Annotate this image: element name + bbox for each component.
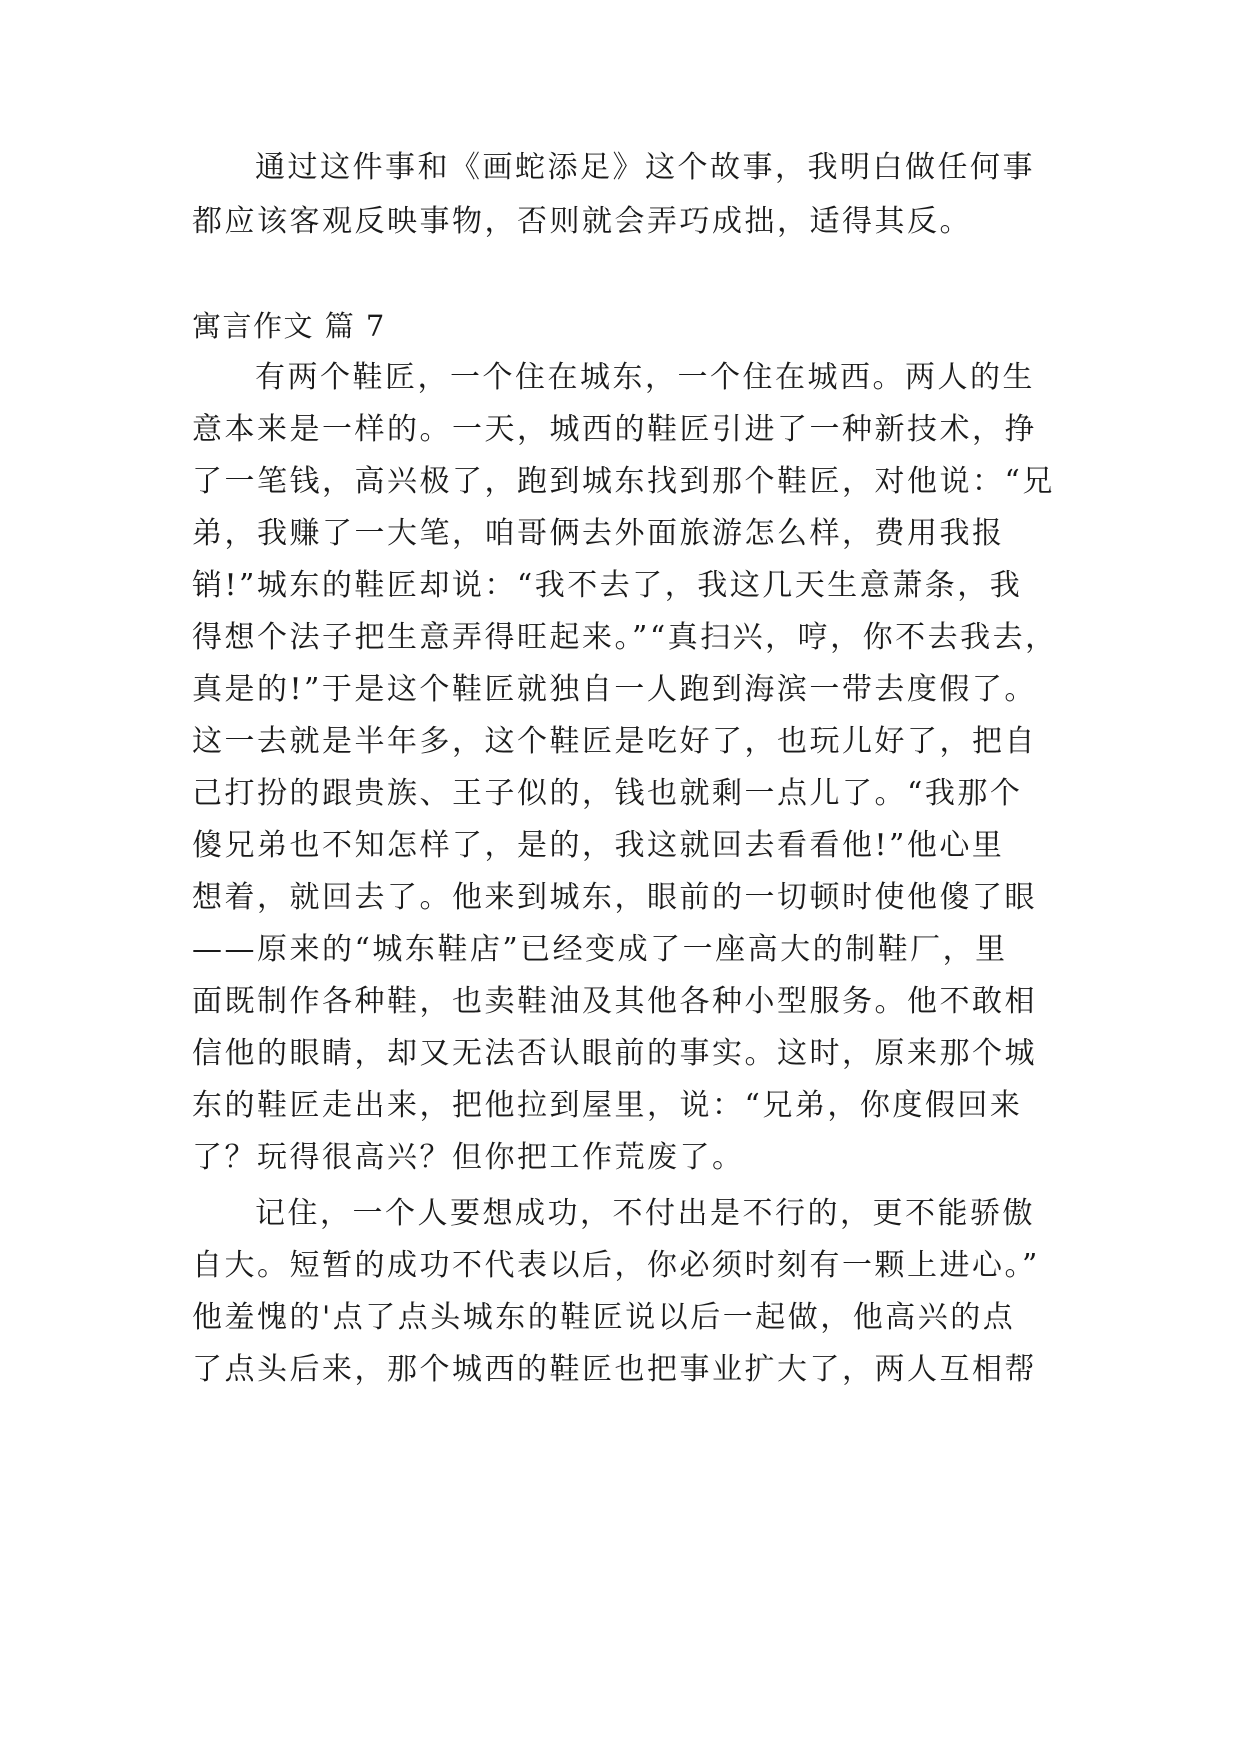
paragraph-2-line-16: 了？玩得很高兴？但你把工作荒废了。: [192, 1140, 745, 1175]
paragraph-2-line-2: 意本来是一样的。一天，城西的鞋匠引进了一种新技术，挣: [192, 412, 1037, 447]
paragraph-2-line-8: 这一去就是半年多，这个鞋匠是吃好了，也玩儿好了，把自: [192, 724, 1037, 759]
paragraph-2-line-9: 己打扮的跟贵族、王子似的，钱也就剩一点儿了。“我那个: [192, 776, 1023, 811]
paragraph-2-line-14: 信他的眼睛，却又无法否认眼前的事实。这时，原来那个城: [192, 1036, 1037, 1071]
paragraph-2-line-7: 真是的!”于是这个鞋匠就独自一人跑到海滨一带去度假了。: [192, 672, 1037, 707]
paragraph-3-line-4: 了点头后来，那个城西的鞋匠也把事业扩大了，两人互相帮: [192, 1352, 1037, 1387]
paragraph-2-line-4: 弟，我赚了一大笔，咱哥俩去外面旅游怎么样，费用我报: [192, 516, 1005, 551]
paragraph-2-line-10: 傻兄弟也不知怎样了，是的，我这就回去看看他!”他心里: [192, 828, 1005, 863]
paragraph-2-line-13: 面既制作各种鞋，也卖鞋油及其他各种小型服务。他不敢相: [192, 984, 1037, 1019]
paragraph-2-line-1: 有两个鞋匠，一个住在城东，一个住在城西。两人的生: [255, 360, 1035, 395]
paragraph-2-line-12: ——原来的“城东鞋店”已经变成了一座高大的制鞋厂，里: [192, 932, 1008, 967]
paragraph-3-line-2: 自大。短暂的成功不代表以后，你必须时刻有一颗上进心。”: [192, 1248, 1040, 1283]
paragraph-1-line-1: 通过这件事和《画蛇添足》这个故事，我明白做任何事: [255, 150, 1035, 185]
paragraph-3-line-1: 记住，一个人要想成功，不付出是不行的，更不能骄傲: [255, 1196, 1035, 1231]
paragraph-2-line-11: 想着，就回去了。他来到城东，眼前的一切顿时使他傻了眼: [192, 880, 1037, 915]
paragraph-2-line-3: 了一笔钱，高兴极了，跑到城东找到那个鞋匠，对他说：“兄: [192, 464, 1055, 499]
paragraph-3-line-3: 他羞愧的'点了点头城东的鞋匠说以后一起做，他高兴的点: [192, 1300, 1016, 1335]
paragraph-2-line-15: 东的鞋匠走出来，把他拉到屋里，说：“兄弟，你度假回来: [192, 1088, 1023, 1123]
paragraph-2-line-6: 得想个法子把生意弄得旺起来。”“真扫兴，哼，你不去我去，: [192, 620, 1058, 655]
paragraph-2-line-5: 销!”城东的鞋匠却说：“我不去了，我这几天生意萧条，我: [192, 568, 1023, 603]
section-heading: 寓言作文 篇 7: [192, 309, 386, 343]
paragraph-1-line-2: 都应该客观反映事物，否则就会弄巧成拙，适得其反。: [192, 204, 972, 239]
